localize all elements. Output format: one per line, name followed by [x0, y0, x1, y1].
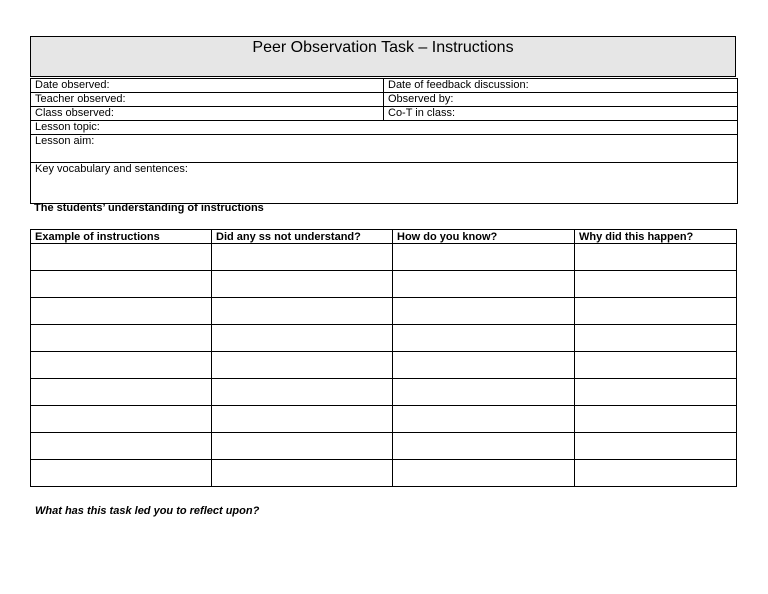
column-header-example: Example of instructions — [31, 230, 212, 244]
page-title: Peer Observation Task – Instructions — [30, 36, 736, 77]
table-row — [31, 433, 737, 460]
lesson-aim-field[interactable]: Lesson aim: — [31, 135, 738, 163]
table-row — [31, 352, 737, 379]
table-row — [31, 325, 737, 352]
table-cell[interactable] — [575, 379, 737, 406]
reflection-prompt: What has this task led you to reflect upon? — [35, 505, 260, 517]
table-cell[interactable] — [393, 325, 575, 352]
table-row — [31, 406, 737, 433]
date-observed-field[interactable]: Date observed: — [31, 79, 384, 93]
table-cell[interactable] — [31, 271, 212, 298]
table-cell[interactable] — [393, 460, 575, 487]
table-cell[interactable] — [393, 271, 575, 298]
table-cell[interactable] — [31, 433, 212, 460]
table-cell[interactable] — [212, 352, 393, 379]
section-heading: The students’ understanding of instructions — [34, 202, 264, 214]
co-t-field[interactable]: Co-T in class: — [384, 107, 738, 121]
table-row — [31, 379, 737, 406]
table-cell[interactable] — [212, 433, 393, 460]
table-cell[interactable] — [393, 244, 575, 271]
key-vocabulary-field[interactable]: Key vocabulary and sentences: — [31, 163, 738, 204]
table-cell[interactable] — [212, 298, 393, 325]
table-row — [31, 271, 737, 298]
table-cell[interactable] — [575, 460, 737, 487]
table-cell[interactable] — [212, 379, 393, 406]
table-cell[interactable] — [393, 298, 575, 325]
table-cell[interactable] — [31, 352, 212, 379]
table-cell[interactable] — [212, 460, 393, 487]
table-cell[interactable] — [212, 406, 393, 433]
table-cell[interactable] — [575, 325, 737, 352]
table-cell[interactable] — [575, 406, 737, 433]
table-cell[interactable] — [31, 379, 212, 406]
class-observed-field[interactable]: Class observed: — [31, 107, 384, 121]
table-cell[interactable] — [393, 433, 575, 460]
column-header-not-understand: Did any ss not understand? — [212, 230, 393, 244]
table-cell[interactable] — [212, 244, 393, 271]
table-cell[interactable] — [31, 298, 212, 325]
table-cell[interactable] — [393, 379, 575, 406]
table-cell[interactable] — [31, 244, 212, 271]
table-cell[interactable] — [393, 352, 575, 379]
observed-by-field[interactable]: Observed by: — [384, 93, 738, 107]
date-feedback-field[interactable]: Date of feedback discussion: — [384, 79, 738, 93]
table-cell[interactable] — [575, 244, 737, 271]
table-row — [31, 298, 737, 325]
table-cell[interactable] — [575, 298, 737, 325]
table-cell[interactable] — [31, 460, 212, 487]
table-row — [31, 244, 737, 271]
table-cell[interactable] — [212, 271, 393, 298]
table-cell[interactable] — [575, 433, 737, 460]
column-header-how-know: How do you know? — [393, 230, 575, 244]
table-cell[interactable] — [31, 406, 212, 433]
table-row — [31, 460, 737, 487]
table-cell[interactable] — [31, 325, 212, 352]
lesson-topic-field[interactable]: Lesson topic: — [31, 121, 738, 135]
table-body — [31, 244, 737, 487]
table-cell[interactable] — [393, 406, 575, 433]
teacher-observed-field[interactable]: Teacher observed: — [31, 93, 384, 107]
column-header-why: Why did this happen? — [575, 230, 737, 244]
table-cell[interactable] — [575, 352, 737, 379]
table-cell[interactable] — [575, 271, 737, 298]
table-cell[interactable] — [212, 325, 393, 352]
instructions-table — [30, 229, 737, 487]
observation-info-table — [30, 78, 738, 204]
